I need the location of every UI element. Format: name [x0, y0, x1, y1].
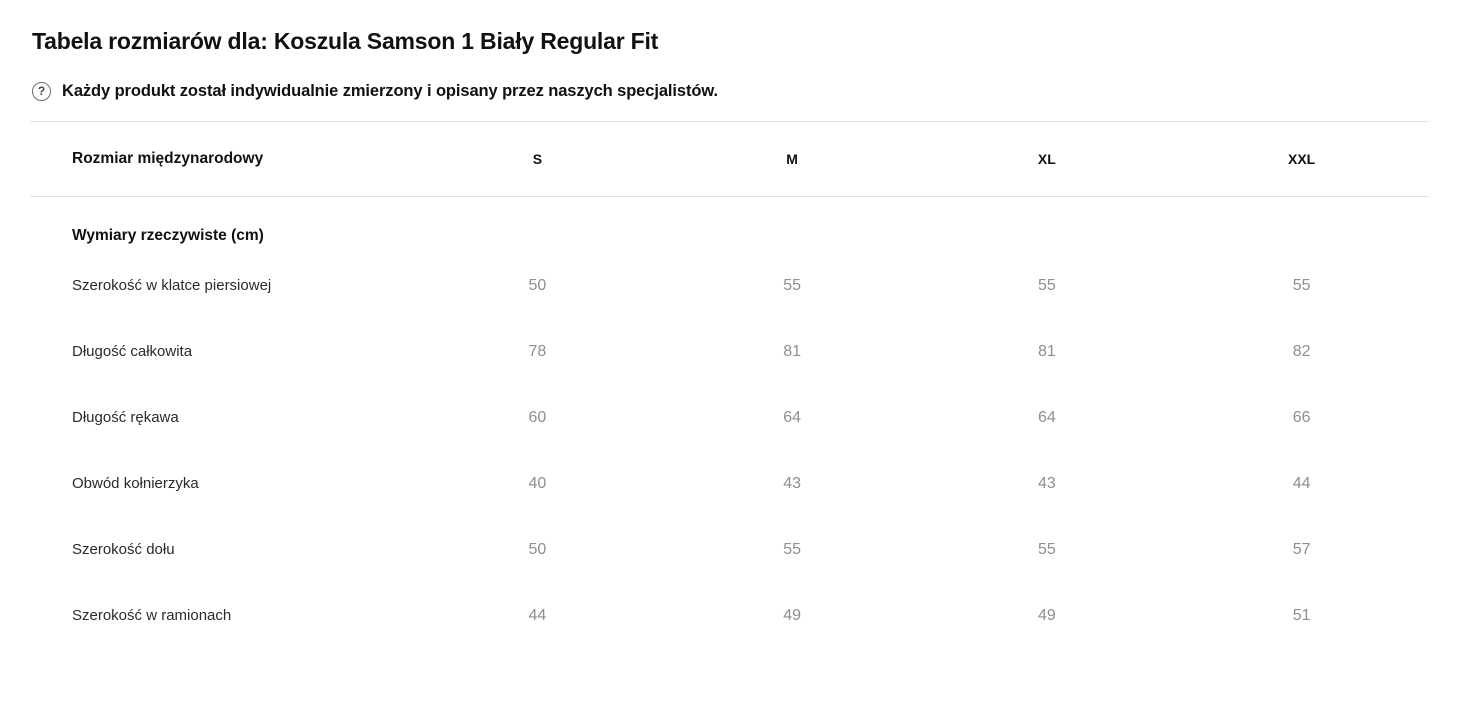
row-label: Szerokość w klatce piersiowej	[72, 276, 272, 294]
row-label: Obwód kołnierzyka	[72, 474, 199, 492]
row-value: 55	[1037, 541, 1056, 558]
row-value: 49	[783, 607, 802, 624]
info-note-text: Każdy produkt został indywidualnie zmierzony i opisany przez naszych specjalistów.	[62, 82, 718, 100]
table-row	[30, 319, 1429, 385]
row-value: 44	[1292, 475, 1311, 492]
row-value: 78	[528, 343, 547, 360]
row-value: 50	[528, 277, 547, 294]
row-value: 57	[1292, 541, 1311, 558]
column-header-size-xxl: XXL	[1174, 122, 1429, 197]
row-value: 43	[1037, 475, 1056, 492]
row-label: Szerokość w ramionach	[72, 606, 232, 624]
row-value: 66	[1292, 409, 1311, 426]
row-value: 50	[528, 541, 547, 558]
row-value: 81	[1037, 343, 1056, 360]
row-value: 81	[783, 343, 802, 360]
row-label: Długość całkowita	[72, 342, 193, 360]
row-value: 82	[1292, 343, 1311, 360]
section-header-row	[30, 197, 1429, 254]
row-label: Szerokość dołu	[72, 540, 175, 558]
row-value: 64	[783, 409, 802, 426]
section-title: Wymiary rzeczywiste (cm)	[72, 227, 264, 244]
row-value: 55	[1037, 277, 1056, 294]
table-row	[30, 385, 1429, 451]
row-value: 64	[1037, 409, 1056, 426]
section-spacer-2	[665, 197, 920, 254]
table-row	[30, 253, 1429, 319]
section-spacer-1	[410, 197, 665, 254]
row-value: 43	[783, 475, 802, 492]
row-value: 55	[783, 277, 802, 294]
question-mark-circle-icon: ?	[32, 82, 51, 101]
column-header-size-s: S	[410, 122, 665, 197]
table-row	[30, 517, 1429, 583]
table-header-row	[30, 122, 1429, 197]
info-note	[30, 82, 1429, 101]
size-table-body	[30, 197, 1429, 650]
row-label: Długość rękawa	[72, 408, 179, 426]
row-value: 55	[783, 541, 802, 558]
page-title: Tabela rozmiarów dla: Koszula Samson 1 Biały Regular Fit	[32, 28, 659, 54]
row-value: 60	[528, 409, 547, 426]
table-row	[30, 451, 1429, 517]
row-value: 40	[528, 475, 547, 492]
section-spacer-3	[920, 197, 1175, 254]
size-table-head	[30, 122, 1429, 197]
table-row	[30, 583, 1429, 649]
size-table	[30, 121, 1429, 649]
column-header-size-m: M	[665, 122, 920, 197]
row-value: 55	[1292, 277, 1311, 294]
row-value: 49	[1037, 607, 1056, 624]
column-header-measure: Rozmiar międzynarodowy	[30, 122, 410, 197]
row-value: 51	[1292, 607, 1311, 624]
section-spacer-4	[1174, 197, 1429, 254]
row-value: 44	[528, 607, 547, 624]
column-header-size-xl: XL	[920, 122, 1175, 197]
